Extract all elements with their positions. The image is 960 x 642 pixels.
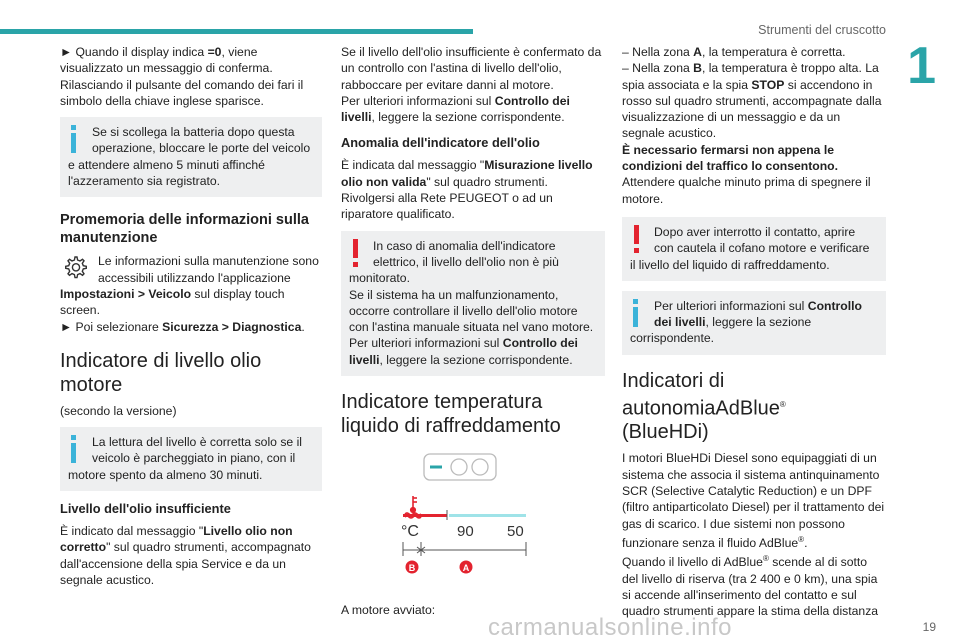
warning-icon [349,238,363,270]
info-icon [68,124,82,156]
info-icon [630,298,644,330]
header-accent-bar [0,29,473,34]
oil-confirm-paragraph: Se il livello dell'olio insufficiente è confermato da un controllo con l'astina di livello dell'olio, rabboccare per evitare danni al motore. [341,45,602,92]
info-box [60,427,322,491]
section-heading-promemoria: Promemoria delle informazioni sulla manutenzione [60,212,309,247]
bluehdi-paragraph: I motori BlueHDi Diesel sono equipaggiati di un sistema che associa il sistema antinquinamento SCR (Selective Catalytic Reduction) e un DPF (filtro antiparticolato Diesel) per il trattamento dei gas di scarico. I due sistemi non possono funzionare senza il fluido AdBlue®. Quando il livello di AdBlue® scende al di sotto del livello di riserva (tra 2 400 e 0 km), una spia si accende all'inserimento del contatto e sul quadro strumenti appare la stima della distanza [622,451,885,619]
subheading-livello-insufficiente: Livello dell'olio insufficiente [60,501,231,517]
gauge-unit-label: °C [401,523,419,541]
running-head: Strumenti del cruscotto [758,23,886,37]
reset-paragraph: ► Quando il display indica =0, viene visualizzato un messaggio di conferma. Rilasciando il pulsante del comando dei fari il simbolo della chiave inglese sparisce. [60,45,304,108]
column-3 [622,44,886,620]
info-icon [68,434,82,466]
section-heading-indicatore-olio: Indicatore di livello olio motore [60,349,262,396]
gear-icon [60,253,90,283]
oil-more-info-paragraph: Per ulteriori informazioni sul Controllo dei livelli, leggere la sezione corrispondente. [341,93,570,125]
section-heading-adblue: Indicatori di autonomiaAdBlue® (BlueHDi) [622,369,786,444]
insufficiente-paragraph: È indicato dal messaggio "Livello olio non corretto" sul quadro strumenti, accompagnato dall'accensione della spia Service e da un segnale acustico. [60,524,311,587]
info-text: La lettura del livello è corretta solo se il veicolo è parcheggiato in piano, con il motore spento da almeno 30 minuti. [68,435,303,482]
motore-avviato-text: A motore avviato: [341,603,436,618]
info-text: Se si scollega la batteria dopo questa operazione, bloccare le porte del veicolo e attendere almeno 5 minuti affinché l'azzeramento sia registrato. [68,125,311,189]
zone-a-label: A [462,563,470,574]
info-box [60,117,322,197]
chapter-number: 1 [907,37,936,95]
gauge-tick-90: 90 [457,523,474,541]
warning-box: In caso di anomalia dell'indicatore elettrico, il livello dell'olio non è più monitorato. Se il sistema ha un malfunzionamento, occorre controllare il livello dell'olio motore con l'astina manuale situata nel vano motore. Per ulteriori informazioni sul Controllo dei livelli, leggere la sezione corrispondente. [341,231,605,376]
version-note: (secondo la versione) [60,403,177,418]
warning-box: Dopo aver interrotto il contatto, aprire con cautela il cofano motore e verificare il livello del liquido di raffreddamento. [622,217,886,281]
gauge-tick-50: 50 [507,523,524,541]
promemoria-paragraph: Le informazioni sulla manutenzione sono accessibili utilizzando l'applicazione Impostazioni > Veicolo sul display touch screen. ► Poi selezionare Sicurezza > Diagnostica. [60,254,319,334]
zone-paragraph: – Nella zona A, la temperatura è corretta. – Nella zona B, la temperatura è troppo alta. La spia associata e la spia STOP si accendono in rosso sul quadro strumenti, accompagnate dalla visualizzazione di un messaggio e da un segnale acustico. È necessario fermarsi non appena le condizioni del traffico lo consentono. Attendere qualche minuto prima di spegnere il motore. [622,45,882,206]
warning-icon [630,224,644,256]
column-2 [341,44,605,627]
zone-b-label: B [408,563,416,574]
watermark: carmanualsonline.info [488,614,732,641]
info-box: Per ulteriori informazioni sul Controllo dei livelli, leggere la sezione corrispondente. [622,291,886,355]
subheading-anomalia: Anomalia dell'indicatore dell'olio [341,135,540,151]
coolant-gauge-illustration [399,450,543,586]
section-heading-temperatura: Indicatore temperatura liquido di raffreddamento [341,391,561,438]
gauge-zone-a-bar [449,514,526,517]
anomalia-paragraph: È indicata dal messaggio "Misurazione livello olio non valida" sul quadro strumenti. Rivolgersi alla Rete PEUGEOT o ad un riparatore qualificato. [341,158,593,222]
page-number: 19 [922,620,936,634]
gauge-zone-b-bar [403,514,447,517]
column-1 [60,44,322,596]
